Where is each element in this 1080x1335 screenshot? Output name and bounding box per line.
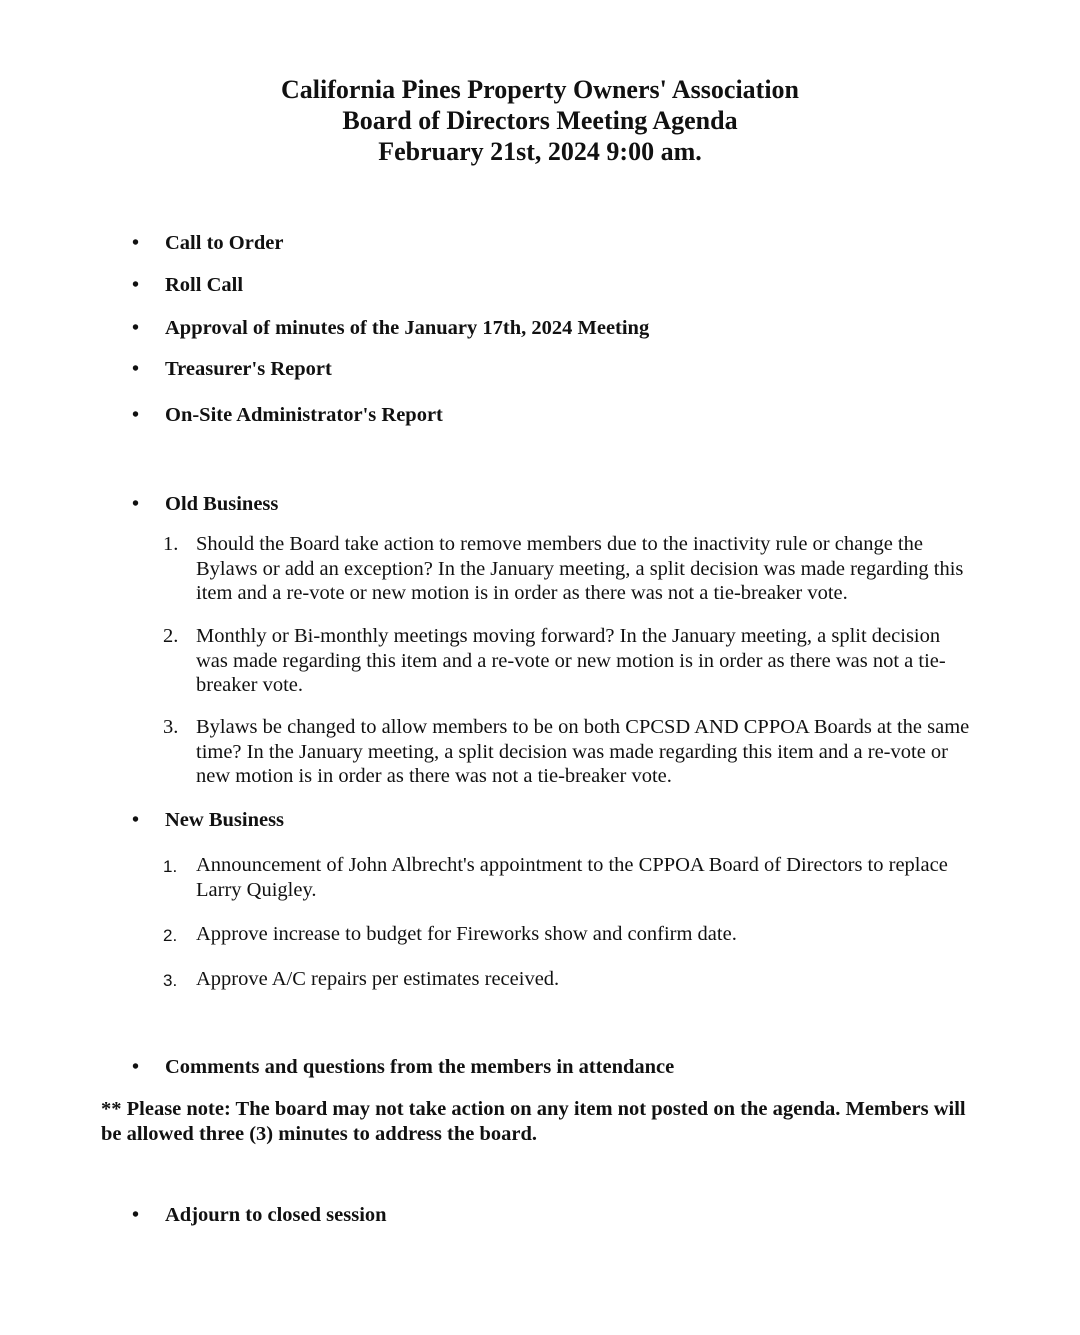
item-text: Approve A/C repairs per estimates received.: [196, 968, 560, 990]
bullet-icon: •: [132, 274, 140, 296]
meeting-title: Board of Directors Meeting Agenda: [342, 106, 738, 135]
item-text: Announcement of John Albrecht's appointment to the CPPOA Board of Directors to replace Larry Quigley.: [196, 854, 948, 901]
agenda-item-label: Approval of minutes of the January 17th, 2024 Meeting: [165, 317, 650, 339]
meeting-date: February 21st, 2024 9:00 am.: [378, 137, 702, 166]
agenda-item-label: Treasurer's Report: [165, 358, 332, 380]
new-business-item: [163, 922, 975, 947]
item-number: 2.: [163, 625, 179, 647]
agenda-item-label: Comments and questions from the members in attendance: [165, 1056, 675, 1078]
document-header: [0, 74, 1080, 167]
old-business-item: [163, 715, 975, 789]
old-business-item: [163, 624, 975, 698]
section-title: New Business: [165, 809, 285, 831]
item-number: 2.: [163, 926, 178, 945]
item-text: Monthly or Bi-monthly meetings moving forward? In the January meeting, a split decision was made regarding this item and a re-vote or new motion is in order as there was not a tie-breaker vote.: [196, 625, 946, 696]
agenda-item-label: Call to Order: [165, 232, 284, 254]
item-number: 1.: [163, 533, 179, 555]
organization-title: California Pines Property Owners' Association: [280, 75, 800, 104]
bullet-icon: •: [132, 317, 140, 339]
bullet-icon: •: [132, 809, 140, 831]
bullet-icon: •: [132, 232, 140, 254]
bullet-icon: •: [132, 1204, 140, 1226]
old-business-item: [163, 532, 975, 606]
agenda-note: ** Please note: The board may not take action on any item not posted on the agenda. Members will be allowed three (3) minutes to address the board.: [101, 1098, 966, 1145]
section-title: Old Business: [165, 493, 279, 515]
bullet-icon: •: [132, 358, 140, 380]
bullet-icon: •: [132, 493, 140, 515]
item-number: 1.: [163, 857, 178, 876]
new-business-item: [163, 853, 975, 902]
item-text: Bylaws be changed to allow members to be on both CPCSD AND CPPOA Boards at the same time? In the January meeting, a split decision was made regarding this item and a re-vote or new motion is in order as there was not a tie-breaker vote.: [196, 716, 970, 787]
agenda-item-label: On-Site Administrator's Report: [165, 404, 443, 426]
item-number: 3.: [163, 971, 178, 990]
agenda-item-label: Roll Call: [165, 274, 244, 296]
bullet-icon: •: [132, 1056, 140, 1078]
item-text: Should the Board take action to remove members due to the inactivity rule or change the Bylaws or add an exception? In the January meeting, a split decision was made regarding this item and a re-vote or new motion is in order as there was not a tie-breaker vote.: [196, 533, 964, 604]
bullet-icon: •: [132, 404, 140, 426]
item-text: Approve increase to budget for Fireworks show and confirm date.: [196, 923, 737, 945]
item-number: 3.: [163, 716, 179, 738]
agenda-item-label: Adjourn to closed session: [165, 1204, 387, 1226]
new-business-item: [163, 967, 975, 992]
